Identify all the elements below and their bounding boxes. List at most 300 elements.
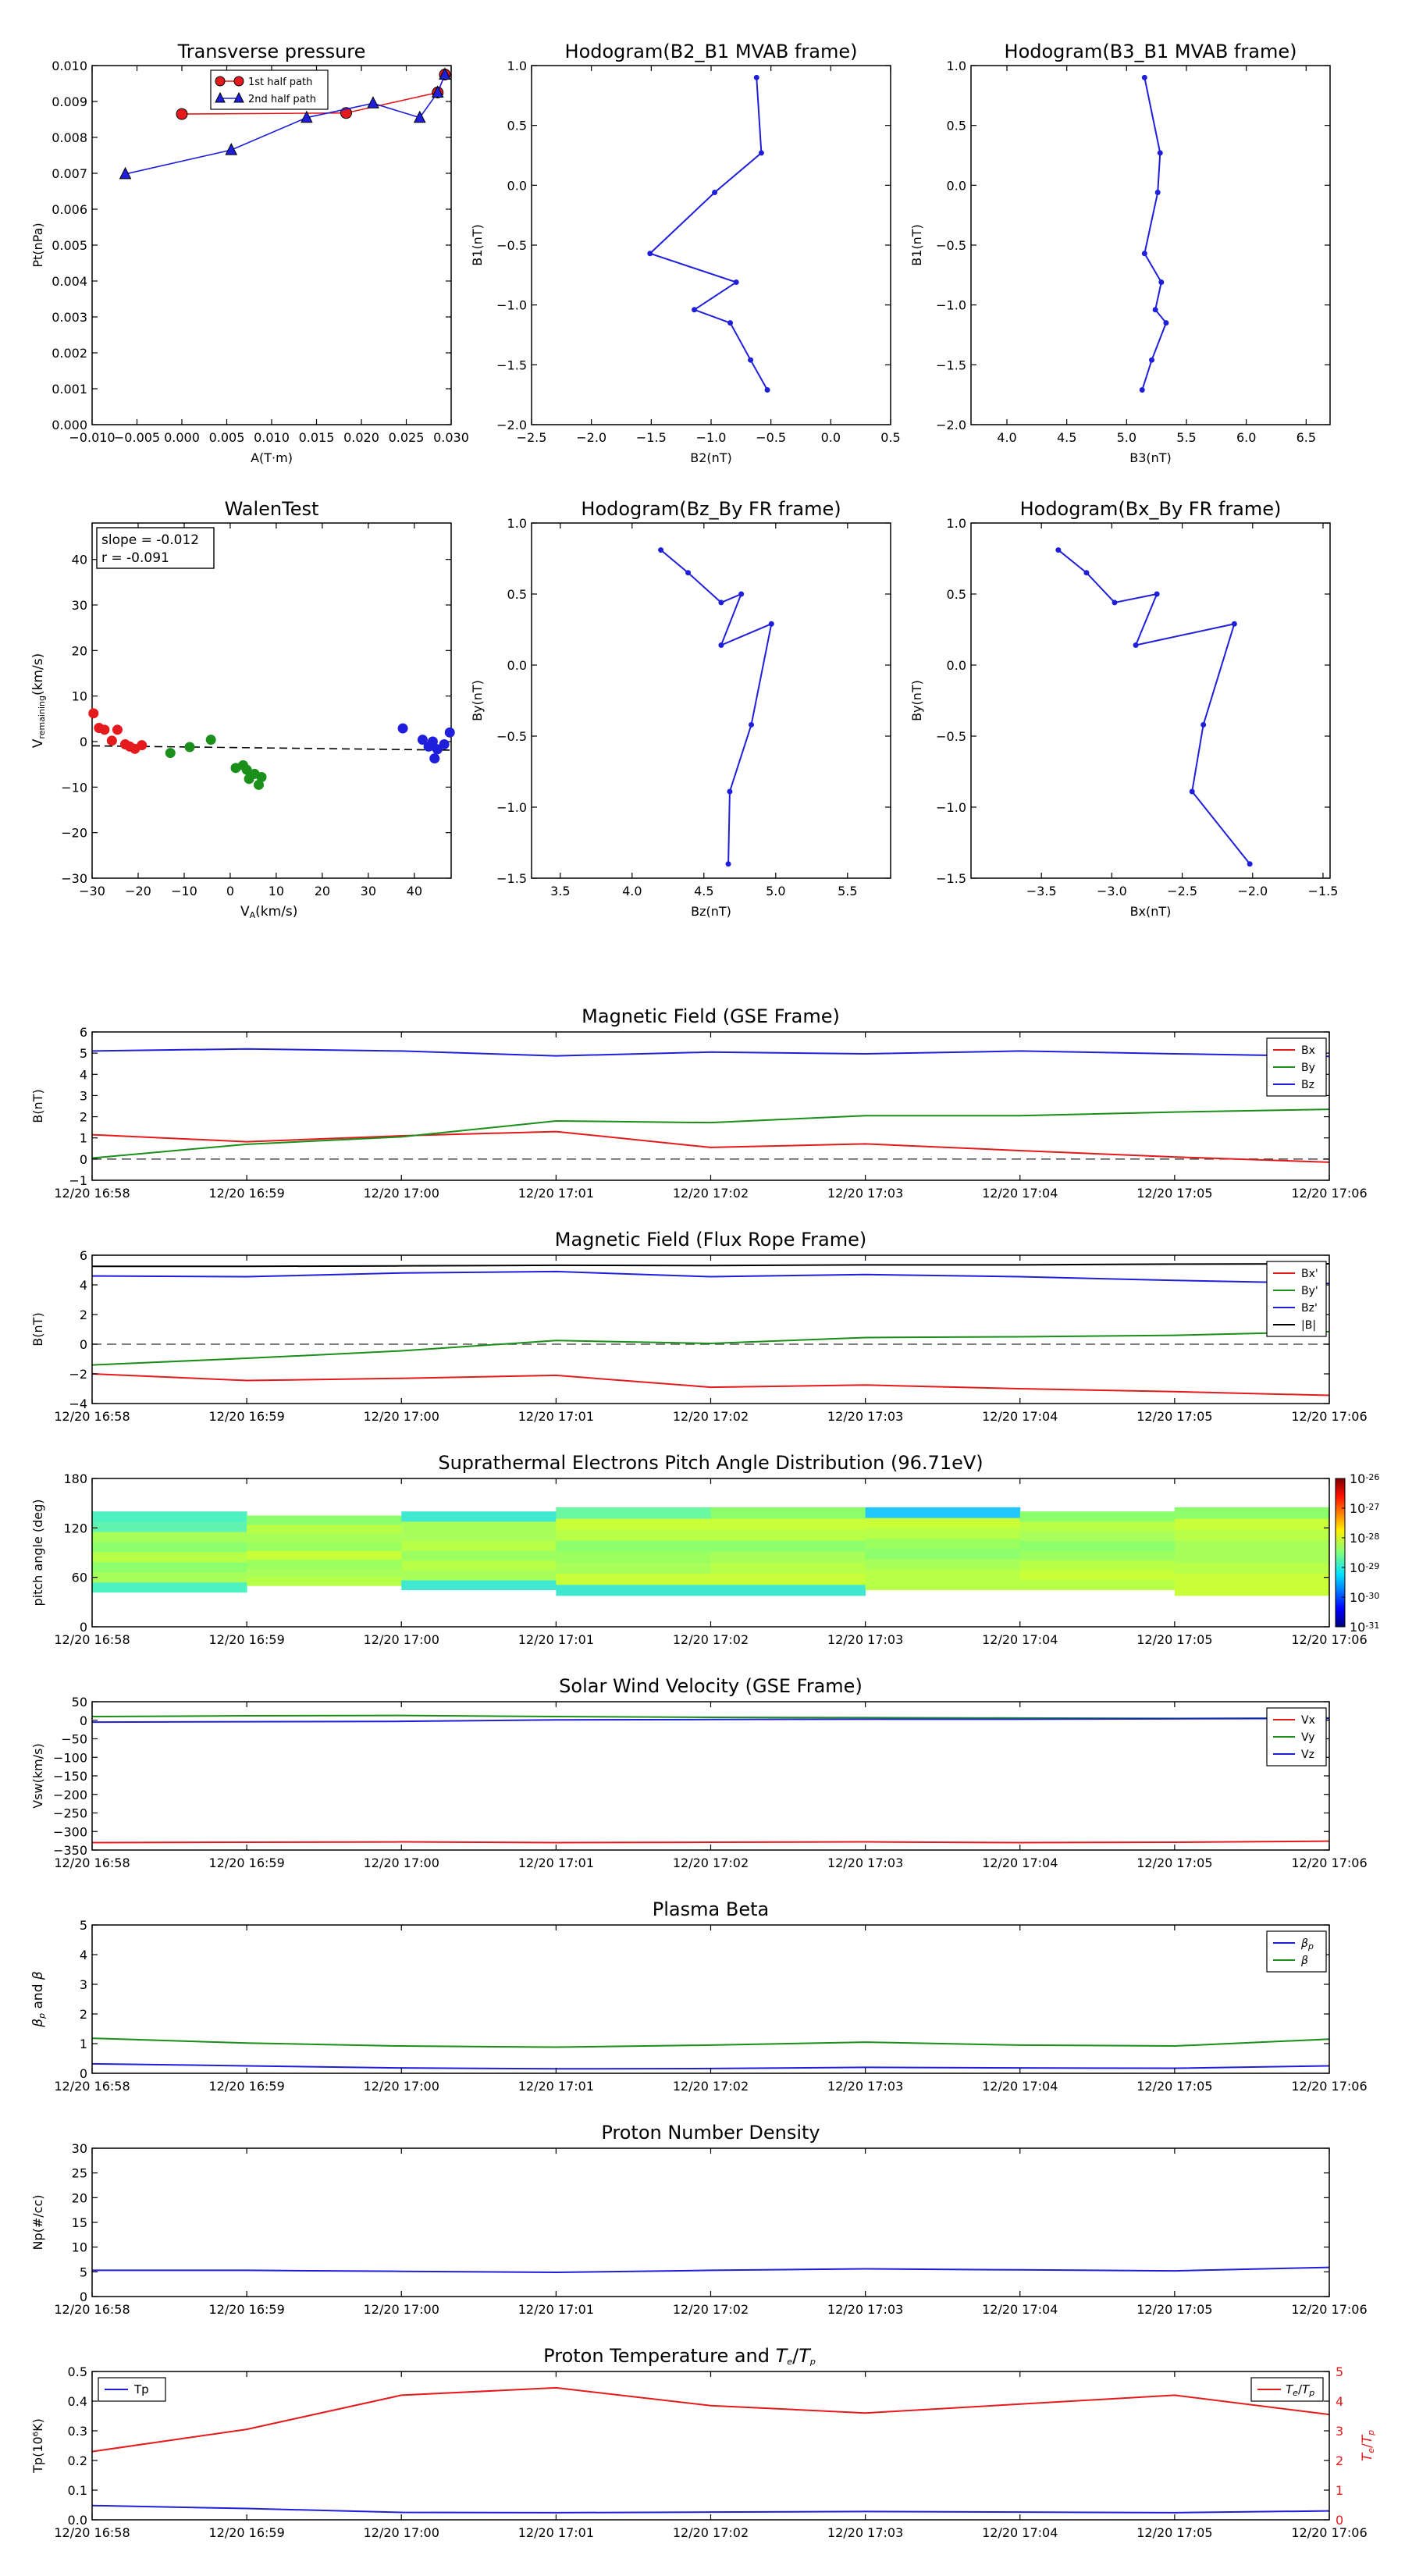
heatmap-cell	[247, 1525, 402, 1534]
y2-tick-label: 2	[1336, 2453, 1344, 2468]
heatmap-cell	[711, 1585, 866, 1596]
x-tick-label: 12/20 17:04	[982, 1409, 1058, 1424]
chart-tp	[30, 41, 469, 465]
y-tick-label: 40	[71, 552, 87, 568]
data-point	[692, 307, 697, 312]
x-tick-label: 4.5	[694, 884, 714, 898]
y-tick-label: 180	[63, 1471, 87, 1486]
colorbar	[1336, 1478, 1345, 1627]
chart-title: Suprathermal Electrons Pitch Angle Distribution (96.71eV)	[438, 1452, 984, 1474]
text-span: remaining	[36, 696, 47, 739]
chart-title: WalenTest	[224, 498, 319, 520]
chart-title: Plasma Beta	[652, 1898, 770, 1920]
chart-title: Proton Number Density	[601, 2122, 820, 2144]
legend-label: Tp	[134, 2382, 149, 2396]
legend	[1267, 1038, 1326, 1096]
x-tick-label: 12/20 17:04	[982, 1186, 1058, 1201]
x-tick-label: 12/20 17:00	[363, 1186, 439, 1201]
data-point	[257, 772, 267, 782]
legend-label: |B|	[1301, 1319, 1317, 1332]
text-span: T	[1286, 2382, 1293, 2396]
x-tick-label: 30	[360, 884, 377, 898]
y-tick-label: −1.5	[496, 358, 527, 373]
x-tick-label: −1.0	[695, 430, 727, 445]
x-tick-label: 12/20 17:05	[1136, 1409, 1213, 1424]
heatmap-cell	[92, 1532, 247, 1542]
y-tick-label: 0	[79, 1337, 87, 1352]
heatmap-cell	[92, 1572, 247, 1582]
x-tick-label: 12/20 17:02	[672, 1186, 749, 1201]
plot-area	[971, 523, 1330, 878]
y-tick-label: −1	[69, 1173, 87, 1188]
text-span: p	[1365, 2429, 1376, 2435]
y-tick-label: −100	[53, 1750, 87, 1766]
heatmap-cell	[711, 1563, 866, 1574]
x-tick-label: 4.0	[622, 884, 642, 898]
chart-ts1	[30, 1005, 1368, 1201]
data-point	[107, 735, 117, 745]
chart-title: Magnetic Field (GSE Frame)	[582, 1005, 840, 1027]
data-point	[727, 788, 732, 794]
legend-label: By	[1301, 1062, 1315, 1074]
y-tick-label: −30	[61, 871, 87, 886]
heatmap-cell	[556, 1529, 711, 1541]
data-point	[439, 739, 450, 749]
y-tick-label: 0	[79, 1713, 87, 1728]
x-tick-label: −3.5	[1026, 884, 1057, 898]
x-tick-label: 4.5	[1056, 430, 1077, 445]
x-tick-label: 5.5	[838, 884, 858, 898]
y-tick-label: 6	[79, 1025, 87, 1040]
text-span: -31	[1365, 1620, 1380, 1631]
y-tick-label: 0.000	[52, 418, 87, 432]
y-tick-label: 0.5	[507, 587, 527, 602]
text-span: Proton Temperature and	[543, 2345, 776, 2367]
x-axis-label: B3(nT)	[1129, 450, 1172, 465]
x-tick-label: 12/20 16:59	[208, 2079, 285, 2094]
x-tick-label: 12/20 17:06	[1291, 1632, 1368, 1647]
x-tick-label: 12/20 17:00	[363, 1409, 439, 1424]
x-tick-label: 12/20 17:01	[518, 1632, 595, 1647]
y-tick-label: 0.0	[946, 658, 966, 673]
data-point	[206, 735, 216, 745]
heatmap-cell	[711, 1518, 866, 1530]
heatmap-cell	[866, 1507, 1021, 1518]
heatmap-cell	[401, 1531, 557, 1541]
y-tick-label: 0.5	[67, 2364, 87, 2379]
chart-h3	[470, 498, 891, 919]
y-tick-label: −250	[53, 1806, 87, 1821]
heatmap-cell	[401, 1560, 557, 1571]
text-span: β	[30, 1971, 46, 1980]
data-point	[1200, 722, 1206, 728]
legend	[1267, 1931, 1326, 1972]
y-tick-label: −1.5	[936, 871, 966, 886]
y-tick-label: 1	[79, 2037, 87, 2051]
text-span: p	[809, 2356, 816, 2367]
y-axis-label: B1(nT)	[909, 224, 924, 266]
y-tick-label: −150	[53, 1769, 87, 1784]
y-tick-label: 5	[79, 1918, 87, 1933]
heatmap-cell	[711, 1574, 866, 1585]
chart-ts3	[30, 1675, 1368, 1870]
x-tick-label: 0.005	[208, 430, 245, 445]
text-span: e	[1293, 2387, 1298, 2398]
chart-title: Magnetic Field (Flux Rope Frame)	[554, 1229, 867, 1251]
x-tick-label: 12/20 16:58	[54, 1856, 130, 1870]
y-tick-label: 2	[79, 2007, 87, 2022]
heatmap-cell	[711, 1529, 866, 1541]
data-point	[1140, 387, 1145, 393]
y-axis-label: B(nT)	[30, 1089, 45, 1123]
plot-background	[92, 1925, 1329, 2073]
y-axis-label: B(nT)	[30, 1312, 45, 1347]
heatmap-cell	[1175, 1585, 1330, 1596]
y-tick-label: 1.0	[507, 59, 527, 73]
data-point	[718, 642, 724, 648]
text-span: 10	[1350, 1590, 1366, 1605]
chart-h2	[909, 41, 1330, 465]
text-span: 10	[1350, 1620, 1366, 1635]
y-tick-label: −200	[53, 1787, 87, 1802]
data-point	[647, 251, 653, 256]
x-tick-label: 12/20 17:06	[1291, 1856, 1368, 1870]
x-tick-label: 12/20 17:03	[827, 2302, 904, 2317]
data-point	[165, 748, 176, 758]
legend-label	[1300, 1955, 1308, 1967]
x-tick-label: 0.015	[298, 430, 335, 445]
x-tick-label: 12/20 17:05	[1136, 1632, 1213, 1647]
heatmap-cell	[1020, 1541, 1176, 1551]
y-axis-label: Np(#/cc)	[30, 2194, 45, 2250]
heatmap-cell	[1020, 1521, 1176, 1532]
data-point	[748, 358, 753, 363]
chart-title: Hodogram(Bz_By FR frame)	[581, 498, 841, 520]
y-axis-label: By(nT)	[470, 680, 485, 721]
y-tick-label: 30	[71, 598, 87, 613]
colorbar-label	[1350, 1501, 1379, 1516]
heatmap-cell	[92, 1511, 247, 1521]
heatmap-cell	[1020, 1511, 1176, 1521]
x-tick-label: 12/20 17:04	[982, 2525, 1058, 2540]
colorbar-label	[1350, 1590, 1379, 1605]
y-tick-label: −350	[53, 1843, 87, 1858]
heatmap-cell	[92, 1542, 247, 1552]
plot-area	[532, 523, 891, 878]
y-tick-label: −4	[69, 1397, 87, 1411]
text-span: -26	[1365, 1471, 1380, 1482]
data-point	[734, 279, 739, 285]
text-span: V	[30, 738, 46, 749]
data-point	[398, 724, 408, 734]
heatmap-cell	[1175, 1529, 1330, 1541]
y-tick-label: 0.4	[67, 2394, 87, 2409]
heatmap-cell	[401, 1541, 557, 1551]
x-tick-label: 12/20 17:06	[1291, 2302, 1368, 2317]
x-tick-label: 12/20 17:01	[518, 1186, 595, 1201]
legend-label: 2nd half path	[248, 94, 316, 105]
x-tick-label: 12/20 17:00	[363, 1856, 439, 1870]
data-point	[769, 621, 774, 627]
y-tick-label: 0.009	[52, 94, 87, 109]
x-tick-label: 12/20 17:05	[1136, 1856, 1213, 1870]
x-axis-label: B2(nT)	[690, 450, 732, 465]
heatmap-cell	[1175, 1507, 1330, 1519]
x-tick-label: 12/20 17:01	[518, 2525, 595, 2540]
y-tick-label: 5	[79, 1046, 87, 1062]
heatmap-cell	[401, 1511, 557, 1521]
x-tick-label: 10	[268, 884, 285, 898]
x-axis-label	[240, 904, 297, 920]
heatmap-cell	[866, 1539, 1021, 1550]
y-tick-label: −50	[61, 1731, 87, 1747]
y-tick-label: 50	[71, 1695, 87, 1710]
x-tick-label: 12/20 17:02	[672, 2302, 749, 2317]
heatmap-cell	[92, 1562, 247, 1572]
plot-area	[92, 66, 451, 425]
legend-marker	[215, 76, 225, 86]
chart-h1	[470, 41, 901, 465]
text-span: T	[1302, 2382, 1310, 2396]
chart-ts5	[30, 2122, 1368, 2317]
x-tick-label: 12/20 16:58	[54, 1632, 130, 1647]
y-tick-label: 25	[71, 2165, 87, 2181]
heatmap-cell	[556, 1551, 711, 1563]
x-tick-label: −0.005	[113, 430, 161, 445]
y-tick-label: 0	[79, 735, 87, 749]
x-tick-label: 12/20 16:59	[208, 1186, 285, 1201]
x-tick-label: 12/20 17:03	[827, 1856, 904, 1870]
x-tick-label: 12/20 17:02	[672, 1409, 749, 1424]
y-tick-label: 5	[79, 2265, 87, 2280]
colorbar-label	[1350, 1560, 1379, 1575]
y-tick-label: 0.004	[52, 274, 87, 289]
y-axis-label	[30, 653, 47, 748]
x-tick-label: 0.030	[433, 430, 469, 445]
legend-label: Vz	[1301, 1749, 1314, 1761]
y-tick-label: 2	[79, 1308, 87, 1322]
heatmap-cell	[401, 1570, 557, 1580]
text-span: β	[1301, 1937, 1308, 1950]
data-point	[1153, 307, 1158, 312]
y2-tick-label: 3	[1336, 2424, 1344, 2439]
heatmap-cell	[1020, 1580, 1176, 1590]
x-tick-label: 12/20 17:01	[518, 2079, 595, 2094]
x-tick-label: 0.020	[343, 430, 379, 445]
legend	[1267, 1708, 1326, 1766]
legend-label: By'	[1301, 1285, 1318, 1297]
y-tick-label: 120	[63, 1521, 87, 1536]
x-tick-label: 5.0	[1116, 430, 1137, 445]
heatmap-cell	[247, 1542, 402, 1551]
data-point	[718, 600, 724, 605]
data-point	[1142, 251, 1147, 256]
chart-title: Hodogram(Bx_By FR frame)	[1019, 498, 1282, 520]
y-tick-label: −1.5	[496, 871, 527, 886]
text-span: -28	[1365, 1531, 1380, 1542]
y-tick-label: 3	[79, 1088, 87, 1104]
data-point	[1112, 600, 1118, 605]
text-span: 10	[1350, 1531, 1366, 1546]
x-tick-label: 5.0	[766, 884, 786, 898]
data-point	[185, 742, 195, 753]
chart-h4	[909, 498, 1338, 919]
x-tick-label: 12/20 16:58	[54, 1186, 130, 1201]
y-tick-label: 60	[71, 1570, 87, 1585]
data-point	[1247, 861, 1253, 866]
heatmap-cell	[401, 1580, 557, 1590]
x-tick-label: 12/20 17:03	[827, 1186, 904, 1201]
heatmap-cell	[247, 1550, 402, 1560]
data-point	[1055, 547, 1061, 553]
y-tick-label: −2	[69, 1367, 87, 1382]
x-tick-label: 0.5	[880, 430, 901, 445]
x-tick-label: 12/20 17:00	[363, 2525, 439, 2540]
x-tick-label: −20	[125, 884, 151, 898]
x-tick-label: 0.025	[388, 430, 425, 445]
y-tick-label: −10	[61, 780, 87, 795]
text-span: 10	[1350, 1471, 1366, 1486]
y-tick-label: −0.5	[496, 729, 527, 744]
y2-tick-label: 1	[1336, 2483, 1344, 2498]
x-tick-label: 12/20 17:06	[1291, 1186, 1368, 1201]
y-tick-label: 0.5	[946, 118, 966, 133]
x-tick-label: 12/20 16:59	[208, 1856, 285, 1870]
y-tick-label: 3	[79, 1977, 87, 1992]
text-span: e	[787, 2356, 793, 2367]
y-tick-label: 0	[79, 2066, 87, 2081]
data-point	[112, 724, 123, 735]
legend-label: Vx	[1301, 1714, 1315, 1727]
text-span: /	[1360, 2443, 1375, 2448]
chart-ts4	[30, 1898, 1368, 2094]
data-point	[1083, 570, 1089, 575]
x-tick-label: 12/20 17:01	[518, 1856, 595, 1870]
x-tick-label: −1.5	[635, 430, 667, 445]
annotation-r: r = -0.091	[101, 550, 169, 566]
data-point	[765, 387, 770, 393]
y2-tick-label: 5	[1336, 2364, 1344, 2379]
x-tick-label: 12/20 16:58	[54, 2079, 130, 2094]
y-axis-label: Vsw(km/s)	[30, 1743, 45, 1809]
x-tick-label: 40	[406, 884, 423, 898]
data-point	[738, 592, 744, 597]
plot-background	[92, 1032, 1329, 1180]
x-tick-label: 6.5	[1296, 430, 1317, 445]
legend-label: Bx	[1301, 1044, 1315, 1057]
heatmap-cell	[866, 1549, 1021, 1560]
y-axis-label: By(nT)	[909, 680, 924, 721]
heatmap-cell	[92, 1552, 247, 1562]
y-tick-label: 4	[79, 1067, 87, 1083]
heatmap-cell	[1020, 1560, 1176, 1571]
data-point	[429, 753, 439, 763]
text-span: p	[1309, 2387, 1315, 2398]
x-tick-label: −0.5	[756, 430, 787, 445]
y-tick-label: 0.006	[52, 202, 87, 217]
y-tick-label: 0.0	[946, 178, 966, 194]
y-tick-label: 0.0	[507, 658, 527, 673]
x-tick-label: −2.0	[1237, 884, 1268, 898]
y-axis-label: B1(nT)	[470, 224, 485, 266]
y-tick-label: 30	[71, 2141, 87, 2156]
text-span: T	[1360, 2453, 1375, 2462]
plot-background	[92, 1702, 1329, 1850]
data-point	[1163, 320, 1168, 326]
legend-box	[1267, 1931, 1326, 1972]
y-tick-label: 20	[71, 643, 87, 659]
heatmap-cell	[92, 1582, 247, 1592]
plot-area	[532, 66, 891, 425]
x-tick-label: −2.0	[576, 430, 607, 445]
y-tick-label: 0.002	[52, 346, 87, 361]
heatmap-cell	[247, 1568, 402, 1578]
x-tick-label: 12/20 17:03	[827, 2525, 904, 2540]
x-tick-label: 12/20 16:58	[54, 2302, 130, 2317]
x-tick-label: 0.0	[820, 430, 841, 445]
heatmap-cell	[866, 1528, 1021, 1539]
heatmap-cell	[711, 1507, 866, 1519]
data-point	[176, 109, 187, 119]
chart-ts2	[30, 1229, 1368, 1424]
x-tick-label: −2.5	[516, 430, 547, 445]
data-point	[1232, 621, 1237, 627]
x-tick-label: 12/20 17:05	[1136, 2302, 1213, 2317]
data-point	[1154, 592, 1160, 597]
data-point	[658, 547, 663, 553]
heatmap-cell	[1175, 1518, 1330, 1530]
legend-label: Bx'	[1301, 1268, 1318, 1280]
x-tick-label: 12/20 17:01	[518, 1409, 595, 1424]
heatmap-cell	[556, 1507, 711, 1519]
y-tick-label: 0.003	[52, 310, 87, 325]
x-tick-label: −1.5	[1307, 884, 1339, 898]
x-tick-label: 12/20 16:58	[54, 2525, 130, 2540]
y-tick-label: −2.0	[496, 418, 527, 432]
y-tick-label: 1.0	[507, 516, 527, 531]
data-point	[1155, 190, 1161, 195]
heatmap-cell	[247, 1577, 402, 1586]
chart-title: Hodogram(B2_B1 MVAB frame)	[564, 41, 858, 62]
y-tick-label: 0	[79, 1151, 87, 1167]
data-point	[754, 75, 759, 80]
colorbar-label	[1350, 1471, 1379, 1486]
y-tick-label: 0.0	[67, 2513, 87, 2528]
x-tick-label: 12/20 17:02	[672, 2525, 749, 2540]
text-span: (km/s)	[30, 653, 46, 696]
x-tick-label: 12/20 16:58	[54, 1409, 130, 1424]
data-point	[726, 861, 731, 866]
chart-walen	[30, 498, 455, 920]
legend-label: 1st half path	[248, 76, 313, 88]
chart-title	[543, 2345, 816, 2367]
data-point	[727, 320, 733, 326]
text-span: T	[799, 2345, 810, 2367]
heatmap-cell	[556, 1540, 711, 1552]
annotation-slope: slope = -0.012	[101, 532, 200, 548]
y-tick-label: −1.0	[496, 800, 527, 815]
y-tick-label: 20	[71, 2190, 87, 2206]
heatmap-cell	[556, 1574, 711, 1585]
y-tick-label: 2	[79, 1109, 87, 1125]
plot-background	[92, 2148, 1329, 2297]
text-span: V	[240, 904, 250, 920]
heatmap-cell	[866, 1517, 1021, 1528]
x-axis-label: Bx(nT)	[1129, 904, 1172, 919]
data-point	[137, 740, 147, 750]
x-tick-label: 12/20 17:04	[982, 1632, 1058, 1647]
heatmap-cell	[556, 1563, 711, 1574]
